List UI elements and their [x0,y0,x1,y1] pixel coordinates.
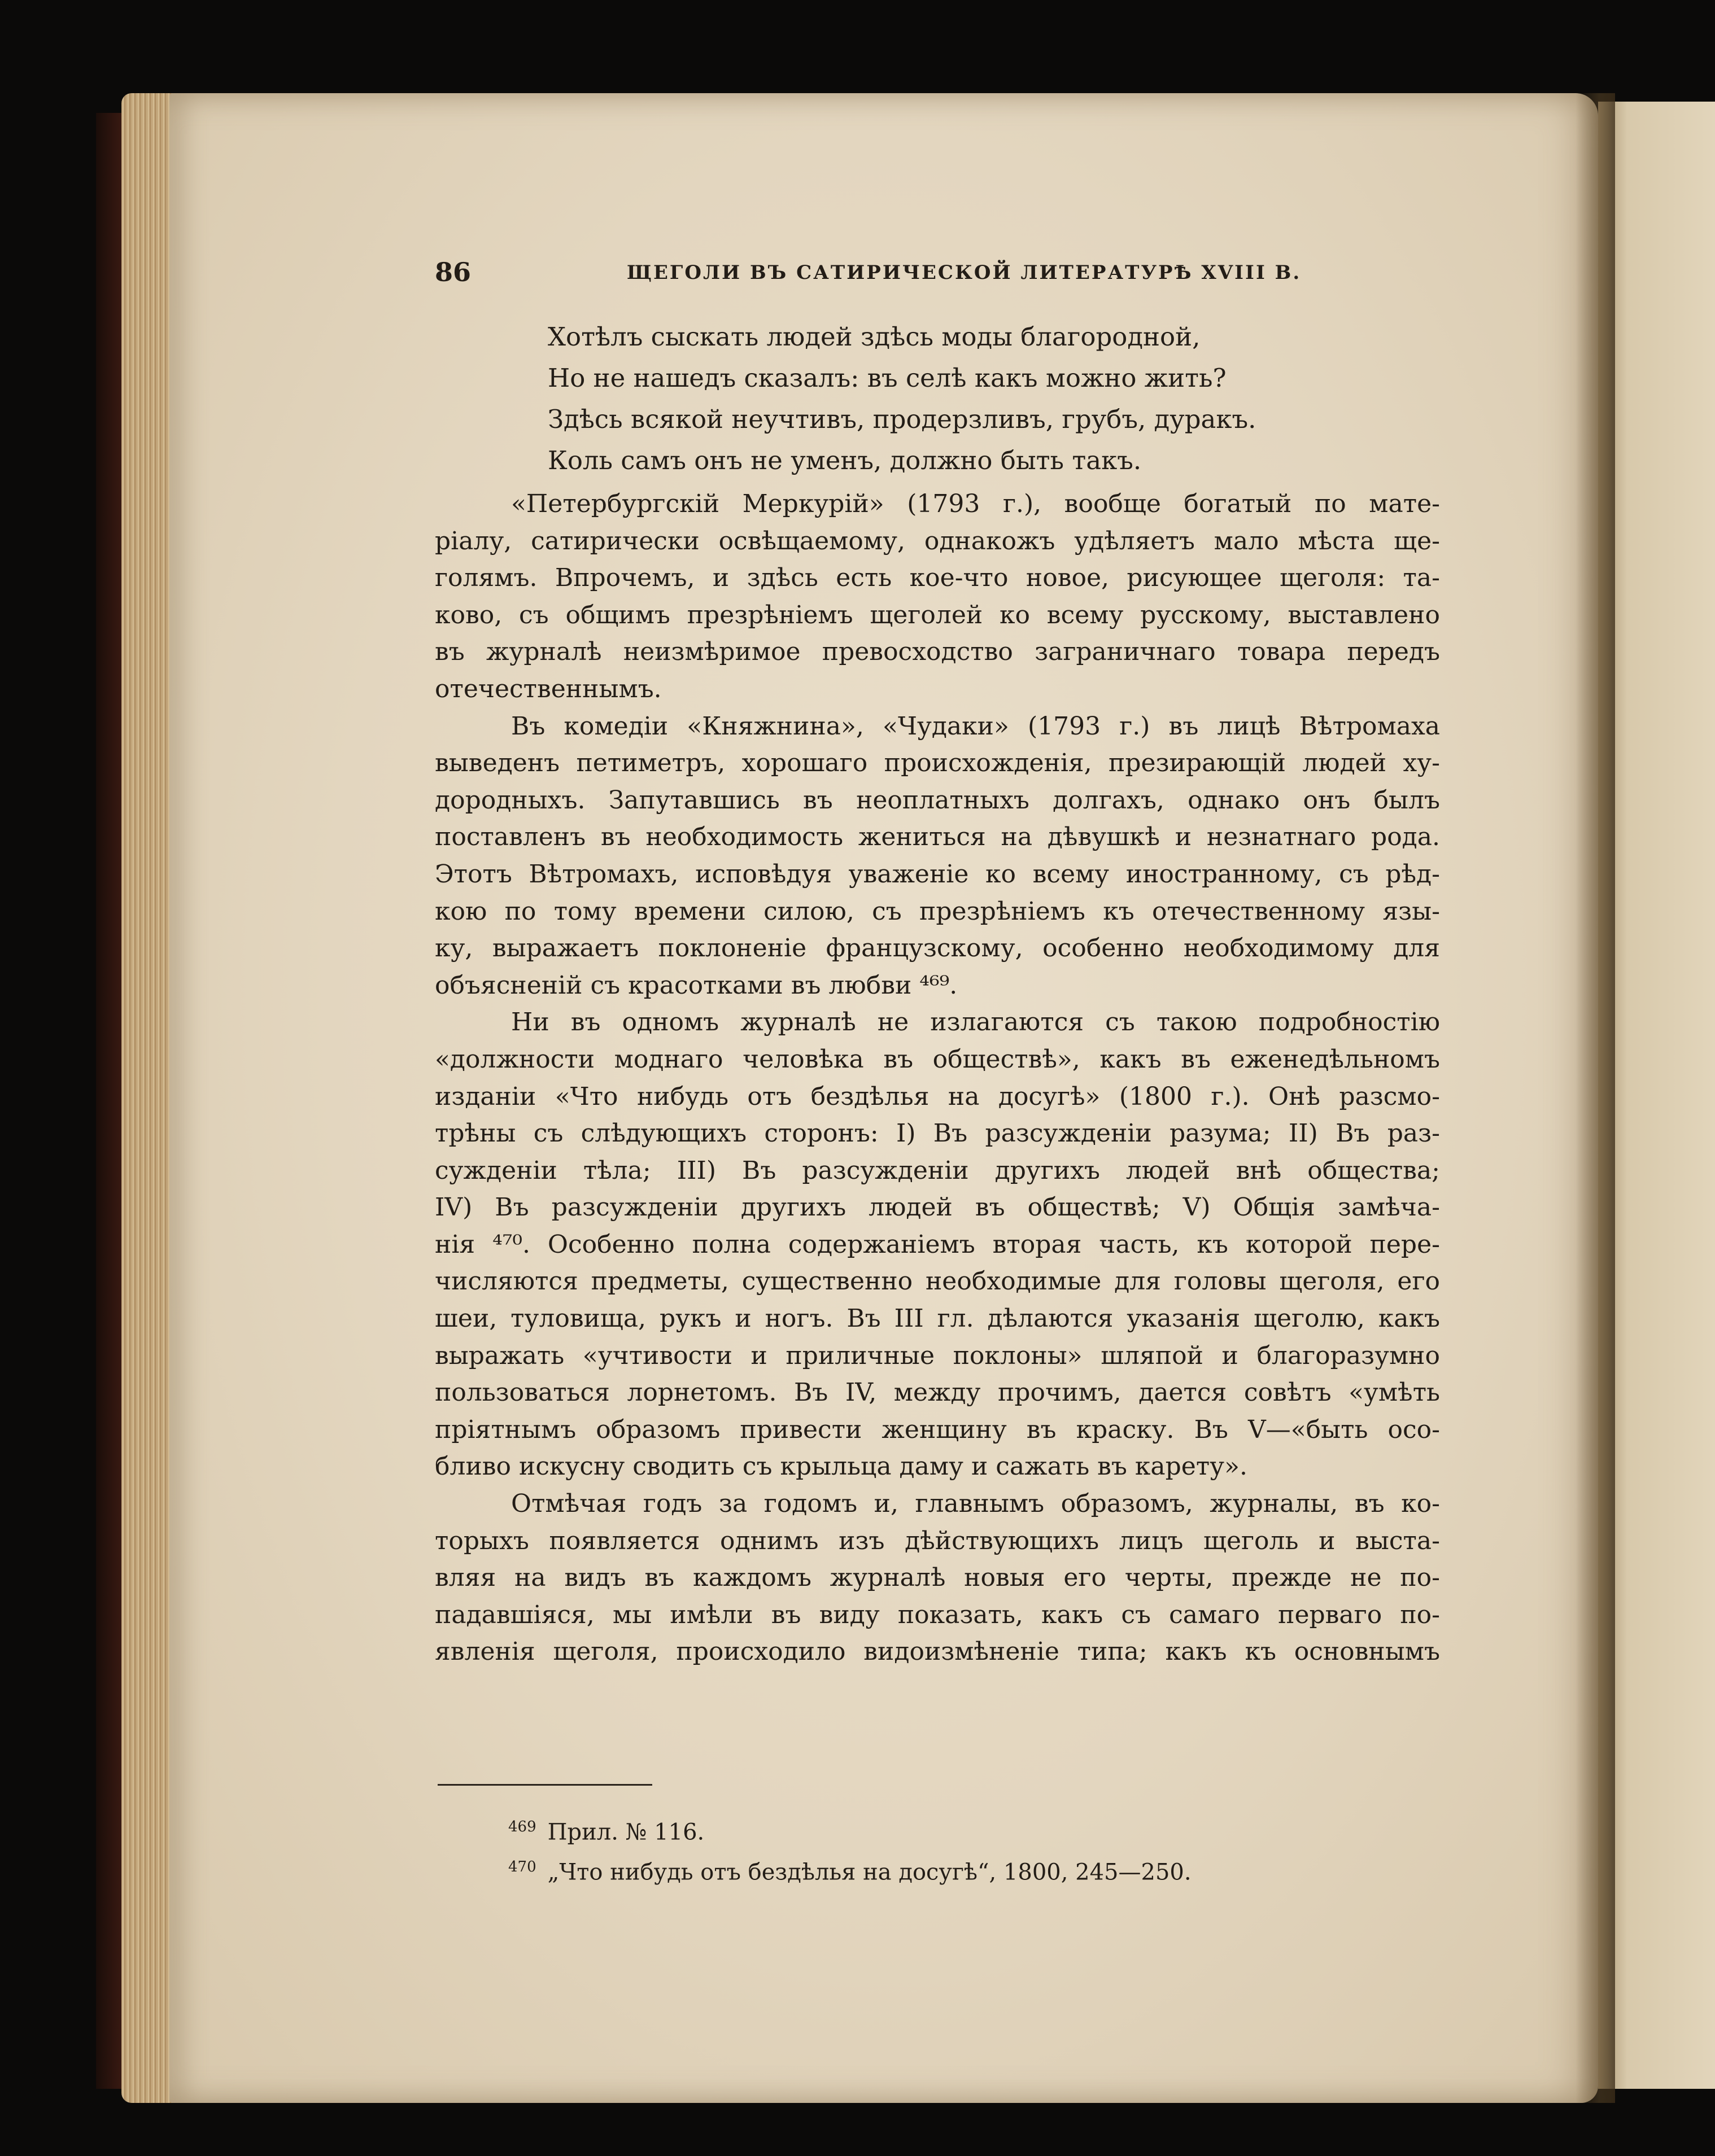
text-line: голямъ. Впрочемъ, и здѣсь есть кое-что новое, рисующее щеголя: та- [435,563,1440,593]
text-line: выражать «учтивости и приличные поклоны» шляпой и благоразумно [435,1341,1440,1370]
text-line: сужденіи тѣла; III) Въ разсужденіи другихъ людей внѣ общества; [435,1156,1440,1185]
footnote-marker: 470 [508,1858,536,1876]
text-line: ково, съ общимъ презрѣніемъ щеголей ко всему русскому, выставлено [435,600,1440,629]
text-line: пріятнымъ образомъ привести женщину въ краску. Въ V—«быть осо- [435,1415,1440,1444]
footnote [508,1849,1192,1890]
running-title: ЩЕГОЛИ ВЪ САТИРИЧЕСКОЙ ЛИТЕРАТУРѢ XVIII В. [627,261,1302,284]
text-line: въ журналѣ неизмѣримое превосходство заграничнаго товара передъ [435,637,1440,667]
paragraph [435,708,1440,1004]
verse-line: Коль самъ онъ не уменъ, должно быть такъ. [548,445,1142,475]
text-line: Этотъ Вѣтромахъ, исповѣдуя уваженіе ко всему иностранному, съ рѣд- [435,859,1440,889]
text-line: отечественнымъ. [435,674,662,703]
text-line: числяются предметы, существенно необходимые для головы щеголя, его [435,1267,1440,1296]
text-line: трѣны съ слѣдующихъ сторонъ: I) Въ разсужденіи разума; II) Въ раз- [435,1119,1440,1148]
text-line: изданіи «Что нибудь отъ бездѣлья на досугѣ» (1800 г.). Онѣ разсмо- [435,1082,1440,1111]
text-line: пользоваться лорнетомъ. Въ IV, между прочимъ, дается совѣтъ «умѣть [435,1378,1440,1407]
text-line: объясненій съ красотками въ любви ⁴⁶⁹. [435,970,958,1000]
footnotes [508,1809,1192,1890]
running-head [435,257,1302,296]
text-line: бливо искусну сводить съ крыльца даму и сажать въ карету». [435,1452,1247,1481]
body-text [435,486,1440,1670]
text-line: Отмѣчая годъ за годомъ и, главнымъ образомъ, журналы, въ ко- [511,1489,1440,1519]
footnote-text: Прил. № 116. [547,1819,705,1845]
text-line: дородныхъ. Запутавшись въ неоплатныхъ долгахъ, однако онъ былъ [435,785,1440,815]
text-line: шеи, туловища, рукъ и ногъ. Въ III гл. дѣлаются указанія щеголю, какъ [435,1304,1440,1333]
page-gutter [1576,93,1615,2103]
paragraph [435,1004,1440,1485]
adjacent-page [1598,102,1715,2089]
text-line: кою по тому времени силою, съ презрѣніемъ къ отечественному язы- [435,896,1440,926]
verse-line: Здѣсь всякой неучтивъ, продерзливъ, грубъ, дуракъ. [548,404,1256,434]
verse-line: Хотѣлъ сыскать людей здѣсь моды благородной, [548,322,1201,352]
footnote [508,1809,1192,1849]
text-line: падавшіяся, мы имѣли въ виду показать, какъ съ самаго перваго по- [435,1600,1440,1629]
text-line: Въ комедіи «Княжнина», «Чудаки» (1793 г.) въ лицѣ Вѣтромаха [511,711,1440,741]
footnote-text: „Что нибудь отъ бездѣлья на досугѣ“, 1800, 245—250. [547,1859,1192,1886]
verse-line: Но не нашедъ сказалъ: въ селѣ какъ можно жить? [548,363,1227,393]
text-line: ріалу, сатирически освѣщаемому, однакожъ удѣляетъ мало мѣста ще- [435,526,1440,556]
text-line: ку, выражаетъ поклоненіе французскому, особенно необходимому для [435,934,1440,963]
text-line: явленія щеголя, происходило видоизмѣненіе типа; какъ къ основнымъ [435,1637,1440,1667]
text-line: вляя на видъ въ каждомъ журналѣ новыя его черты, прежде не по- [435,1563,1440,1593]
text-line: нія ⁴⁷⁰. Особенно полна содержаніемъ вторая часть, къ которой пере- [435,1230,1440,1259]
page-number: 86 [435,257,472,287]
text-line: выведенъ петиметръ, хорошаго происхожденія, презирающій людей ху- [435,749,1440,778]
text-line: «должности моднаго человѣка въ обществѣ», какъ въ еженедѣльномъ [435,1044,1440,1074]
text-line: торыхъ появляется однимъ изъ дѣйствующихъ лицъ щеголь и выста- [435,1526,1440,1555]
footnote-marker: 469 [508,1818,536,1835]
verse-quote [548,316,1256,481]
text-line: поставленъ въ необходимость жениться на дѣвушкѣ и незнатнаго рода. [435,823,1440,852]
text-line: «Петербургскій Меркурій» (1793 г.), вообще богатый по мате- [511,489,1440,518]
text-line: Ни въ одномъ журналѣ не излагаются съ такою подробностію [511,1008,1440,1037]
paragraph [435,1485,1440,1670]
text-line: IV) Въ разсужденіи другихъ людей въ обществѣ; V) Общія замѣча- [435,1193,1440,1222]
footnote-divider [438,1784,652,1786]
paragraph [435,486,1440,708]
